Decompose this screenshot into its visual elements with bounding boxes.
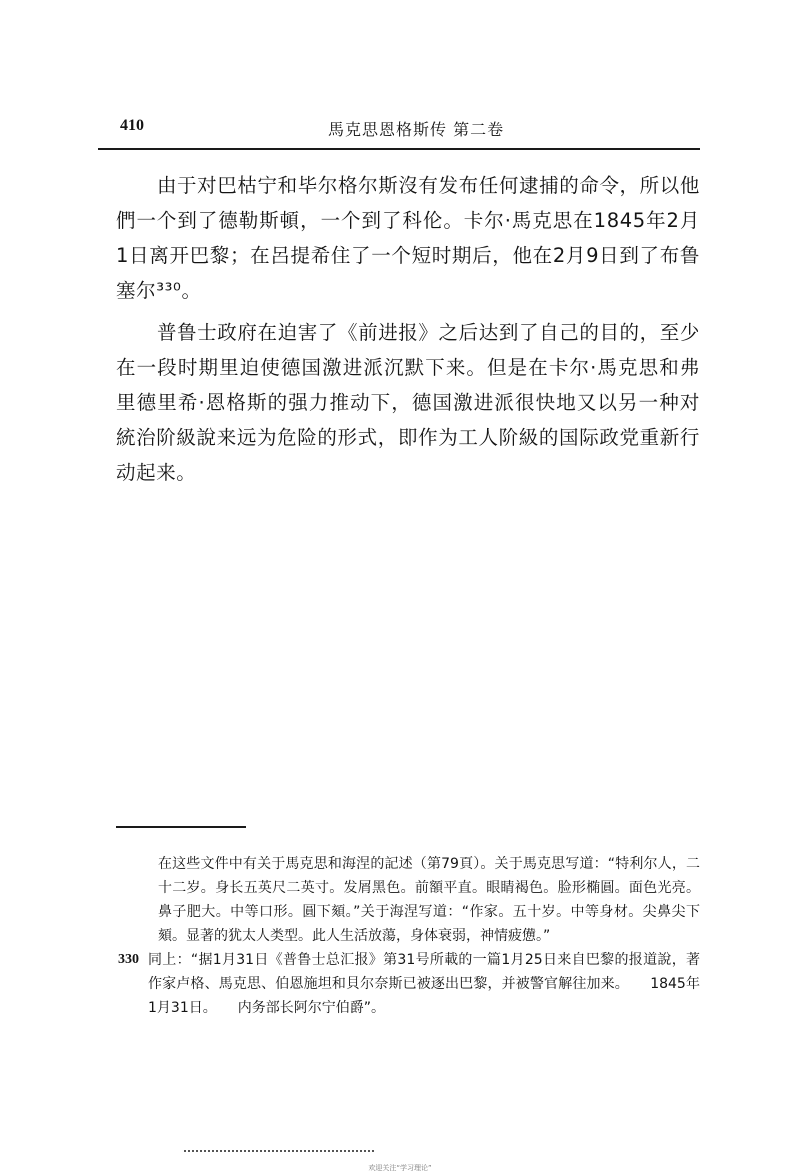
watermark: 欢迎关注“学习理论” <box>368 1164 432 1172</box>
footnote-item <box>116 948 700 1020</box>
footnote-number: 330 <box>118 952 139 967</box>
running-title: 馬克思恩格斯传 第二卷 <box>328 120 505 139</box>
footnote-continuation: 在这些文件中有关于馬克思和海涅的記述（第79頁）。关于馬克思写道：“特利尔人，二十二岁。身长五英尺二英寸。发屑黑色。前額平直。眼睛褐色。脸形椭圓。面色光亮。鼻子肥大。中等口形。圓下頦。”关于海涅写道：“作家。五十岁。中等身材。尖鼻尖下頦。显著的犹太人类型。此人生活放蕩，身体衰弱，神情疲憊。” <box>158 856 700 944</box>
footnotes <box>116 852 700 1020</box>
page-number: 410 <box>120 117 144 134</box>
footnote-rule <box>116 826 246 828</box>
footnote-text: 同上：“据1月31日《普鲁士总汇报》第31号所載的一篇1月25日来自巴黎的报道說，著作家卢格、馬克思、伯恩施坦和貝尔奈斯已被逐出巴黎，并被警官解往加来。 1845年1月31日。 内务部长阿尔宁伯爵”。 <box>148 952 700 1016</box>
body-text <box>116 168 700 490</box>
page-header <box>98 117 698 141</box>
paragraph: 普鲁士政府在迫害了《前进报》之后达到了自己的目的，至少在一段时期里迫使德国激进派沉默下来。但是在卡尔·馬克思和弗里德里希·恩格斯的强力推动下，德国激进派很快地又以另一种对統治阶級說来远为危险的形式，即作为工人阶級的国际政党重新行动起来。 <box>116 321 700 484</box>
bottom-divider <box>184 1150 374 1152</box>
paragraph: 由于对巴枯宁和毕尔格尔斯沒有发布任何逮捕的命令，所以他們一个到了德勒斯頓，一个到了科伦。卡尔·馬克思在1845年2月1日离开巴黎；在呂提希住了一个短时期后，他在2月9日到了布鲁塞尔³³⁰。 <box>116 174 700 302</box>
header-rule <box>98 148 700 150</box>
